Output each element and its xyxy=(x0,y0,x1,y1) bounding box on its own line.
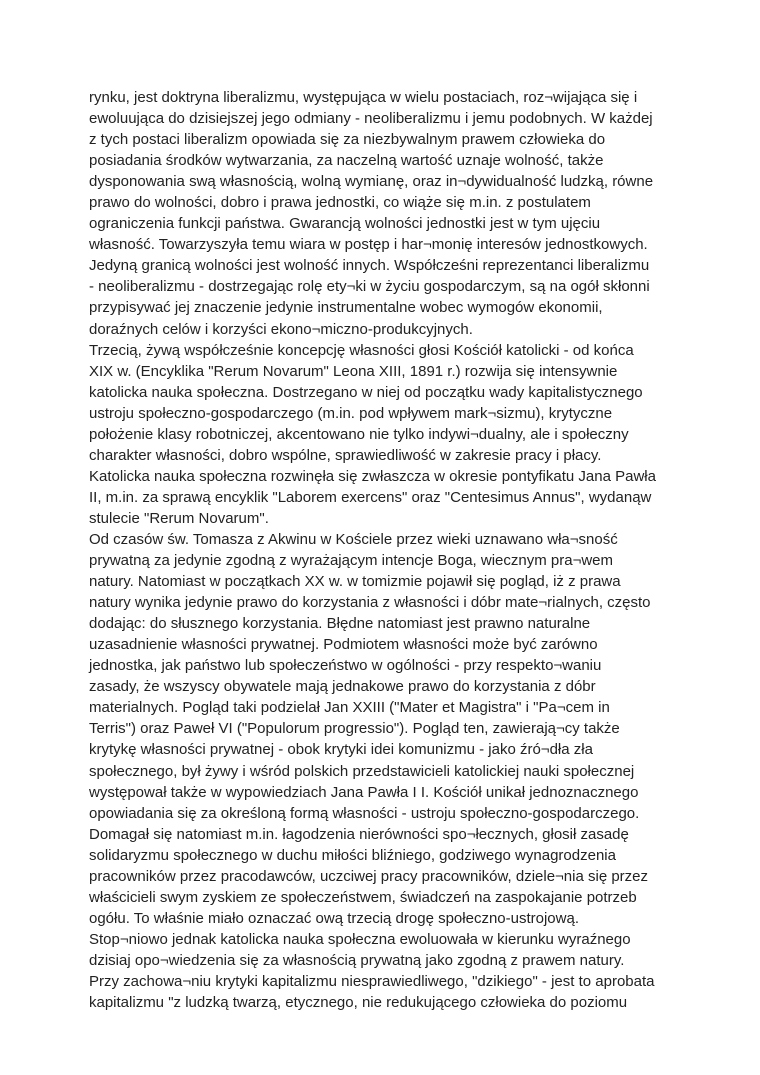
text-line: katolicka nauka społeczna. Dostrzegano w niej od początku wady kapitalistycznego xyxy=(89,383,643,401)
text-line: prawo do wolności, dobro i prawa jednostki, co wiąże się m.in. z postulatem xyxy=(89,194,591,212)
text-line: własność. Towarzyszyła temu wiara w postęp i har¬monię interesów jednostkowych. xyxy=(89,236,648,254)
text-line: jednostka, jak państwo lub społeczeństwo w ogólności - przy respekto¬waniu xyxy=(89,657,602,675)
text-line: XIX w. (Encyklika "Rerum Novarum" Leona XIII, 1891 r.) rozwija się intensywnie xyxy=(89,362,618,380)
text-line: - neoliberalizmu - dostrzegając rolę ety¬ki w życiu gospodarczym, są na ogół skłonni xyxy=(89,278,650,296)
text-line: krytykę własności prywatnej - obok krytyki idei komunizmu - jako źró¬dła zła xyxy=(89,741,593,759)
text-line: społecznego, był żywy i wśród polskich przedstawicieli katolickiej nauki społecznej xyxy=(89,762,635,780)
text-line: ograniczenia funkcji państwa. Gwarancją wolności jednostki jest w tym ujęciu xyxy=(89,215,601,233)
text-line: kapitalizmu "z ludzką twarzą, etycznego, nie redukującego człowieka do poziomu xyxy=(89,994,628,1012)
text-line: zasady, że wszyscy obywatele mają jednakowe prawo do korzystania z dóbr xyxy=(89,678,596,696)
text-line: pracowników przez pracodawców, uczciwej pracy pracowników, dziele¬nia się przez xyxy=(89,867,649,885)
text-line: II, m.in. za sprawą encyklik "Laborem exercens" oraz "Centesimus Annus", wydanąw xyxy=(89,488,652,506)
text-line: Jedyną granicą wolności jest wolność innych. Współcześni reprezentanci liberalizmu xyxy=(89,257,650,275)
text-line: położenie klasy robotniczej, akcentowano nie tylko indywi¬dualny, ale i społeczny xyxy=(89,425,629,443)
text-line: Trzecią, żywą współcześnie koncepcję własności głosi Kościół katolicki - od końca xyxy=(89,341,634,359)
text-line: Domagał się natomiast m.in. łagodzenia nierówności spo¬łecznych, głosił zasadę xyxy=(89,825,629,843)
text-line: ewoluująca do dzisiejszej jego odmiany - neoliberalizmu i jemu podobnych. W każdej xyxy=(89,110,653,128)
text-line: materialnych. Pogląd taki podzielał Jan XXIII ("Mater et Magistra" i "Pa¬cem in xyxy=(89,699,610,717)
text-line: właścicieli swym zyskiem ze społeczeństwem, świadczeń na zaspokajanie potrzeb xyxy=(89,888,637,906)
text-line: ogółu. To właśnie miało oznaczać ową trzecią drogę społeczno-ustrojową. xyxy=(89,909,579,927)
text-line: doraźnych celów i korzyści ekono¬miczno-produkcyjnych. xyxy=(89,320,473,338)
text-line: Terris") oraz Paweł VI ("Populorum progressio"). Pogląd ten, zawierają¬cy także xyxy=(89,720,620,738)
text-line: solidaryzmu społecznego w duchu miłości bliźniego, godziwego wynagrodzenia xyxy=(89,846,616,864)
text-line: prywatną za jedynie zgodną z wyrażającym intencje Boga, wiecznym pra¬wem xyxy=(89,552,613,570)
text-line: rynku, jest doktryna liberalizmu, występująca w wielu postaciach, roz¬wijająca się i xyxy=(89,89,638,106)
text-line: Przy zachowa¬niu krytyki kapitalizmu niesprawiedliwego, "dzikiego" - jest to aprobata xyxy=(89,972,655,990)
text-line: Od czasów św. Tomasza z Akwinu w Kościele przez wieki uznawano wła¬sność xyxy=(89,530,618,548)
text-line: uzasadnienie własności prywatnej. Podmiotem własności może być zarówno xyxy=(89,636,598,654)
text-line: występował także w wypowiedziach Jana Pawła I I. Kościół unikał jednoznacznego xyxy=(89,783,639,801)
text-line: stulecie "Rerum Novarum". xyxy=(89,509,269,527)
text-line: charakter własności, dobro wspólne, sprawiedliwość w zakresie pracy i płacy. xyxy=(89,446,602,464)
text-line: posiadania środków wytwarzania, za naczelną wartość uznaje wolność, także xyxy=(89,152,604,170)
text-line: Katolicka nauka społeczna rozwinęła się zwłaszcza w okresie pontyfikatu Jana Pawła xyxy=(89,467,656,485)
text-line: dysponowania swą własnością, wolną wymianę, oraz in¬dywidualność ludzką, równe xyxy=(89,173,654,191)
text-line: dzisiaj opo¬wiedzenia się za własnością prywatną jako zgodną z prawem natury. xyxy=(89,951,625,969)
text-line: natury. Natomiast w początkach XX w. w tomizmie pojawił się pogląd, iż z prawa xyxy=(89,573,621,591)
text-line: natury wynika jedynie prawo do korzystania z własności i dóbr mate¬rialnych, często xyxy=(89,594,651,612)
text-line: Stop¬niowo jednak katolicka nauka społeczna ewoluowała w kierunku wyraźnego xyxy=(89,930,631,948)
text-line: ustroju społeczno-gospodarczego (m.in. pod wpływem mark¬sizmu), krytyczne xyxy=(89,404,613,422)
document-body-text xyxy=(89,87,689,1013)
text-line: dodając: do słusznego korzystania. Błędne natomiast jest prawno naturalne xyxy=(89,615,591,633)
text-line: przypisywać jej znaczenie jedynie instrumentalne wobec wymogów ekonomii, xyxy=(89,299,603,317)
text-line: z tych postaci liberalizm opowiada się za niezbywalnym prawem człowieka do xyxy=(89,131,606,149)
text-line: opowiadania się za określoną formą własności - ustroju społeczno-gospodarczego. xyxy=(89,804,640,822)
